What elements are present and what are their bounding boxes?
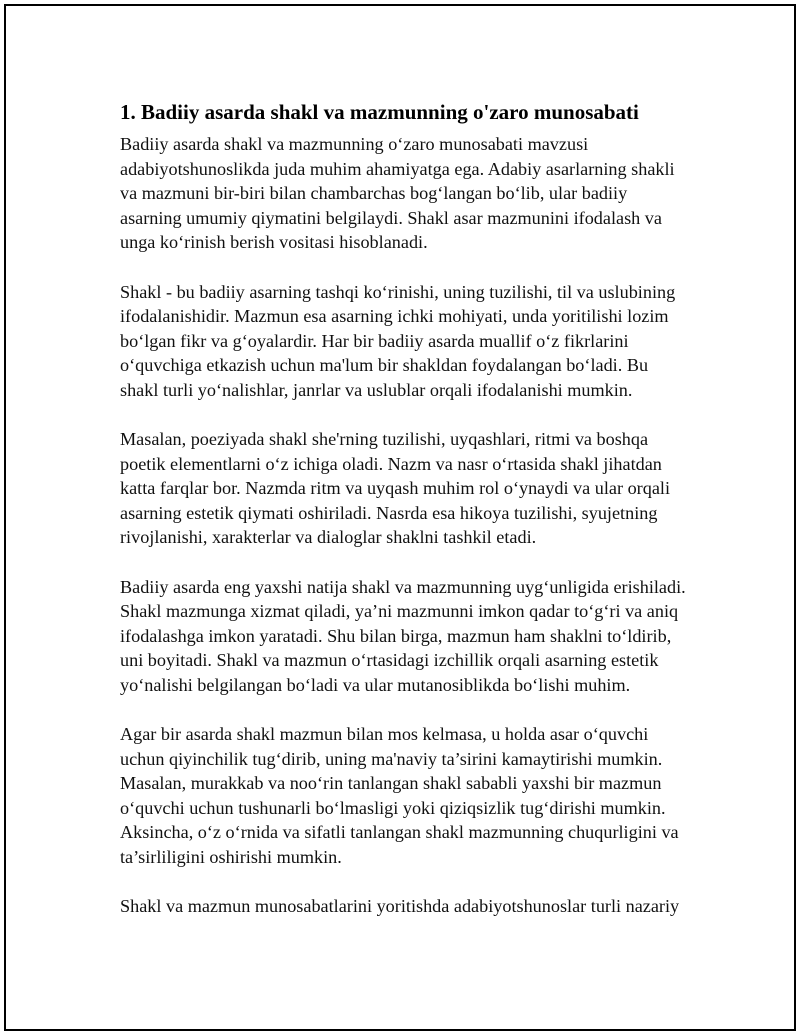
document-body	[120, 99, 690, 944]
paragraph-5: Agar bir asarda shakl mazmun bilan mos kelmasa, u holda asar o‘quvchi uchun qiyinchilik tug‘dirib, uning ma'naviy ta’sirini kamaytirishi mumkin. Masalan, murakkab va noo‘rin tanlangan shakl sababli yaxshi bir mazmun o‘quvchi uchun tushunarli bo‘lmasligi yoki qiziqsizlik tug‘dirishi mumkin. Aksincha, o‘z o‘rnida va sifatli tanlangan shakl mazmunning chuqurligini va ta’sirliligini oshirishi mumkin.	[120, 724, 679, 867]
paragraph-6: Shakl va mazmun munosabatlarini yoritishda adabiyotshunoslar turli nazariy	[120, 896, 680, 916]
paragraph-4: Badiiy asarda eng yaxshi natija shakl va mazmunning uyg‘unligida erishiladi. Shakl mazmunga xizmat qiladi, ya’ni mazmunni imkon qadar to‘g‘ri va aniq ifodalashga imkon yaratadi. Shu bilan birga, mazmun ham shaklni to‘ldirib, uni boyitadi. Shakl va mazmun o‘rtasidagi izchillik orqali asarning estetik yo‘nalishi belgilangan bo‘ladi va ular mutanosiblikda bo‘lishi muhim.	[120, 576, 686, 695]
paragraph-2: Shakl - bu badiiy asarning tashqi ko‘rinishi, uning tuzilishi, til va uslubining ifodalanishidir. Mazmun esa asarning ichki mohiyati, unda yoritilishi lozim bo‘lgan fikr va g‘oyalardir. Har bir badiiy asarda muallif o‘z fikrlarini o‘quvchiga etkazish uchun ma'lum bir shakldan foydalangan bo‘ladi. Bu shakl turli yo‘nalishlar, janrlar va uslublar orqali ifodalanishi mumkin.	[120, 281, 676, 400]
section-heading: 1. Badiiy asarda shakl va mazmunning o'zaro munosabati	[120, 100, 639, 124]
paragraph-1: Badiiy asarda shakl va mazmunning o‘zaro munosabati mavzusi adabiyotshunoslikda juda muhim ahamiyatga ega. Adabiy asarlarning shakli va mazmuni bir-biri bilan chambarchas bog‘langan bo‘lib, ular badiiy asarning umumiy qiymatini belgilaydi. Shakl asar mazmunini ifodalash va unga ko‘rinish berish vositasi hisoblanadi.	[120, 134, 675, 252]
document-page	[4, 4, 796, 1031]
paragraph-3: Masalan, poeziyada shakl she'rning tuzilishi, uyqashlari, ritmi va boshqa poetik elementlarni o‘z ichiga oladi. Nazm va nasr o‘rtasida shakl jihatdan katta farqlar bor. Nazmda ritm va uyqash muhim rol o‘ynaydi va ular orqali asarning estetik qiymati oshiriladi. Nasrda esa hikoya tuzilishi, syujetning rivojlanishi, xarakterlar va dialoglar shaklni tashkil etadi.	[120, 429, 671, 547]
